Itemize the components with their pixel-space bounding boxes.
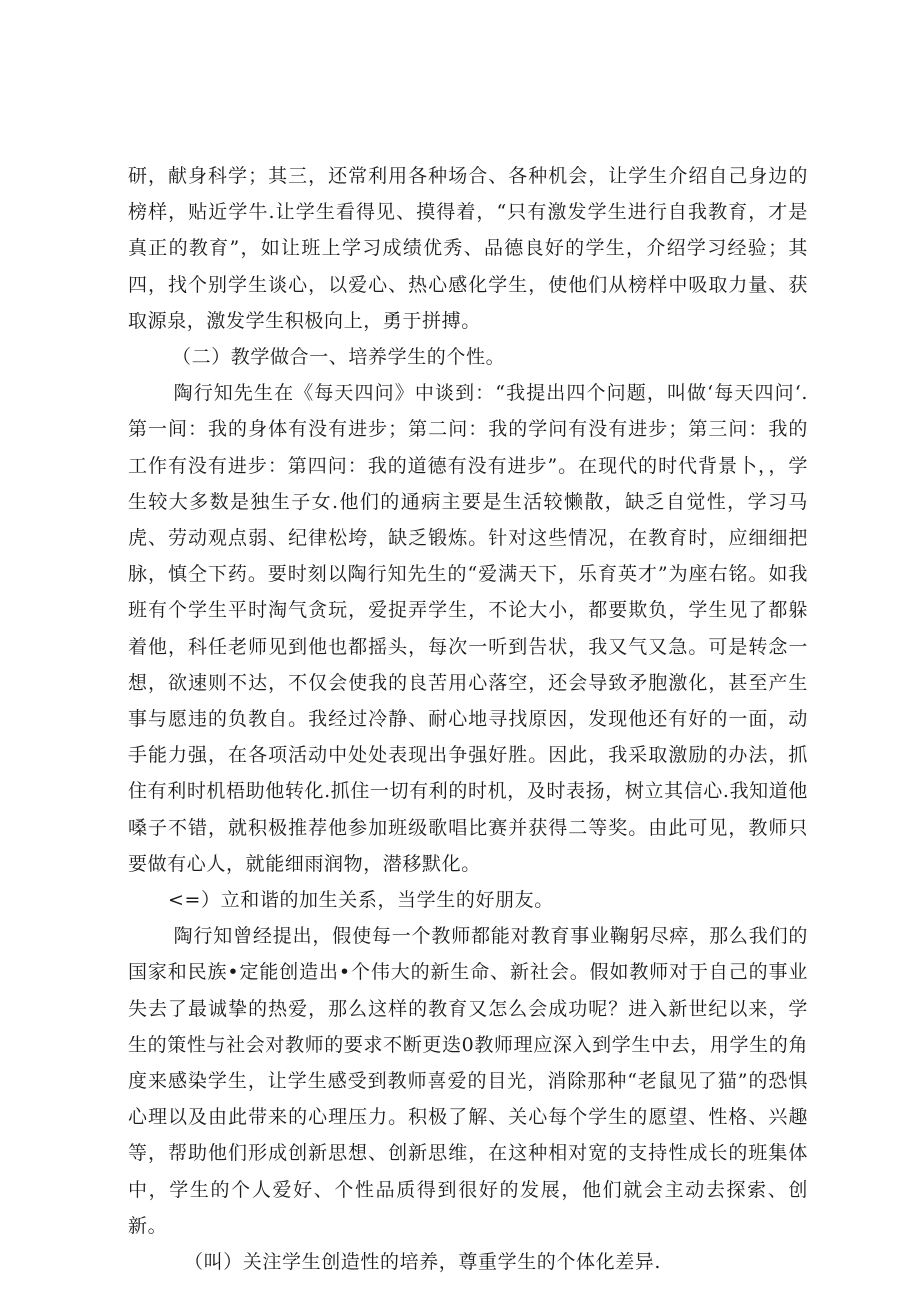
section-heading-4: （叫）关注学生创造性的培养，尊重学生的个体化差异. <box>184 1251 662 1274</box>
section-heading-2: （二）教学做合一、培养学生的个性。 <box>172 346 506 369</box>
paragraph-four-questions: 陶行知先生在《每天四问》中谈到：“我提出四个问题，叫做‘每天四问‘.第一间：我的身体有没有进步；第二问：我的学问有没有进步；第三问：我的工作有没有进步：第四问：我的道德有没有进步”。在现代的时代背景卜，，学生较大多数是独生子女.他们的通病主要是生活较懒散，缺乏自觉性，学习马虎、劳动观点弱、纪律松垮，缺乏锻炼。针对这些情况，在教育时，应细细把脉，慎仝下药。要时刻以陶行知先生的“爱满天下，乐育英才”为座右铭。如我班有个学生平时淘气贪玩，爱捉弄学生，不论大小，都要欺负，学生见了都躲着他，科任老师见到他也都摇头，每次一听到告状，我又气又急。可是转念一想，欲速则不达，不仅会使我的良苦用心落空，还会导致矛胞激化，甚至产生事与愿违的负教自。我经过冷静、耐心地寻找原因，发现他还有好的一面，动手能力强，在各项活动中处处表现出争强好胜。因此，我采取激励的办法，抓住有利时机梧助他转化.抓住一切有利的时机，及时表扬，树立其信心.我知道他嗓子不错，就积极推荐他参加班级歌唱比赛并获得二等奖。由此可见，教师只要做有心人，就能细雨润物，潜移默化。 <box>128 382 808 875</box>
section-heading-3: <=）立和谐的加生关系，当学生的好朋友。 <box>168 889 554 912</box>
document-body <box>128 158 808 1280</box>
paragraph-role-models: 研，献身科学；其三，还常利用各种场合、各种机会，让学生介绍自己身边的榜样，贴近学牛.让学生看得见、摸得着，“只有激发学生进行自我教育，才是真正的教育”，如让班上学习成绩优秀、品德良好的学生，介绍学习经验；其四，找个别学生谈心，以爱心、热心感化学生，使他们从榜样中吸取力量、获取源泉，激发学生积极向上，勇于拼搏。 <box>128 165 808 332</box>
paragraph-teacher-student-relationship: 陶行知曾经提出，假使每一个教师都能对教育事业鞠躬尽瘁，那么我们的国家和民族•定能创造出•个伟大的新生命、新社会。假如教师对于自己的事业失去了最诚挚的热爱，那么这样的教育又怎么会成功呢？进入新世纪以来，学生的策性与社会对教师的要求不断更迭0教师理应深入到学生中去，用学生的角度来感染学生，让学生感受到教师喜爱的目光，消除那种“老鼠见了猫”的恐惧心理以及由此带来的心理压力。积极了解、关心每个学生的愿望、性格、兴趣等，帮助他们形成创新思想、创新思维，在这种相对宽的支持性成长的班集体中，学生的个人爱好、个性品质得到很好的发展，他们就会主动去探索、创新。 <box>128 925 808 1237</box>
